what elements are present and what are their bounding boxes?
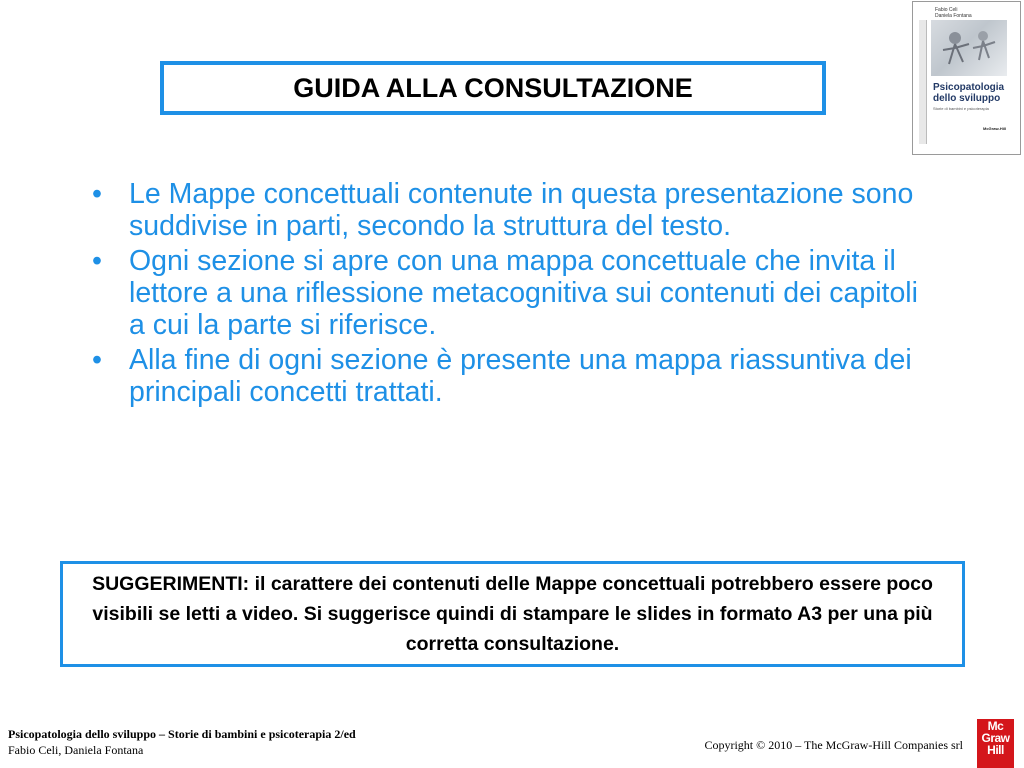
logo-line-2: Graw	[981, 731, 1010, 745]
cover-sidebar	[919, 20, 927, 144]
mcgraw-hill-logo	[977, 719, 1014, 768]
bullet-item	[92, 245, 922, 341]
bullet-text: Le Mappe concettuali contenute in questa presentazione sono suddivise in parti, secondo la struttura del testo.	[129, 178, 914, 242]
slide-title	[160, 61, 826, 115]
bullet-item	[92, 344, 922, 408]
bullet-item	[92, 178, 922, 242]
footer-book-title: Psicopatologia dello sviluppo – Storie di bambini e psicoterapia 2/ed	[8, 727, 356, 741]
tips-text: SUGGERIMENTI: il carattere dei contenuti delle Mappe concettuali potrebbero essere poco visibili se letti a video. Si suggerisce quindi di stampare le slides in formato A3 per una più corretta consultazione.	[92, 573, 933, 655]
cover-title-line-2: dello sviluppo	[933, 93, 1001, 104]
bullet-list	[92, 178, 922, 411]
tips-box	[60, 561, 965, 667]
bullet-point-icon: •	[92, 344, 102, 376]
cover-figures-image	[931, 20, 1007, 76]
cover-authors	[935, 7, 972, 19]
bullet-point-icon: •	[92, 245, 102, 277]
cover-subtitle: Storie di bambini e psicoterapia	[933, 106, 989, 111]
bullet-point-icon: •	[92, 178, 102, 210]
cover-photo	[931, 20, 1007, 76]
cover-title	[933, 82, 1004, 104]
footer-authors: Fabio Celi, Daniela Fontana	[8, 743, 144, 757]
cover-publisher: McGraw-Hill	[983, 126, 1007, 131]
footer-book-info	[8, 726, 356, 758]
cover-title-line-1: Psicopatologia	[933, 82, 1005, 93]
bullet-text: Alla fine di ogni sezione è presente una mappa riassuntiva dei principali concetti trattati.	[129, 344, 912, 408]
logo-line-3: Hill	[987, 743, 1004, 757]
book-cover-thumbnail	[912, 1, 1021, 155]
slide-title-text: GUIDA ALLA CONSULTAZIONE	[293, 72, 693, 103]
cover-author-1: Fabio Celi	[935, 7, 958, 13]
footer-copyright: Copyright © 2010 – The McGraw-Hill Companies srl	[704, 738, 963, 752]
cover-author-2: Daniela Fontana	[935, 13, 972, 19]
logo-line-1: Mc	[987, 719, 1004, 733]
bullet-text: Ogni sezione si apre con una mappa concettuale che invita il lettore a una riflessione metacognitiva sui contenuti dei capitoli a cui la parte si riferisce.	[129, 245, 918, 341]
